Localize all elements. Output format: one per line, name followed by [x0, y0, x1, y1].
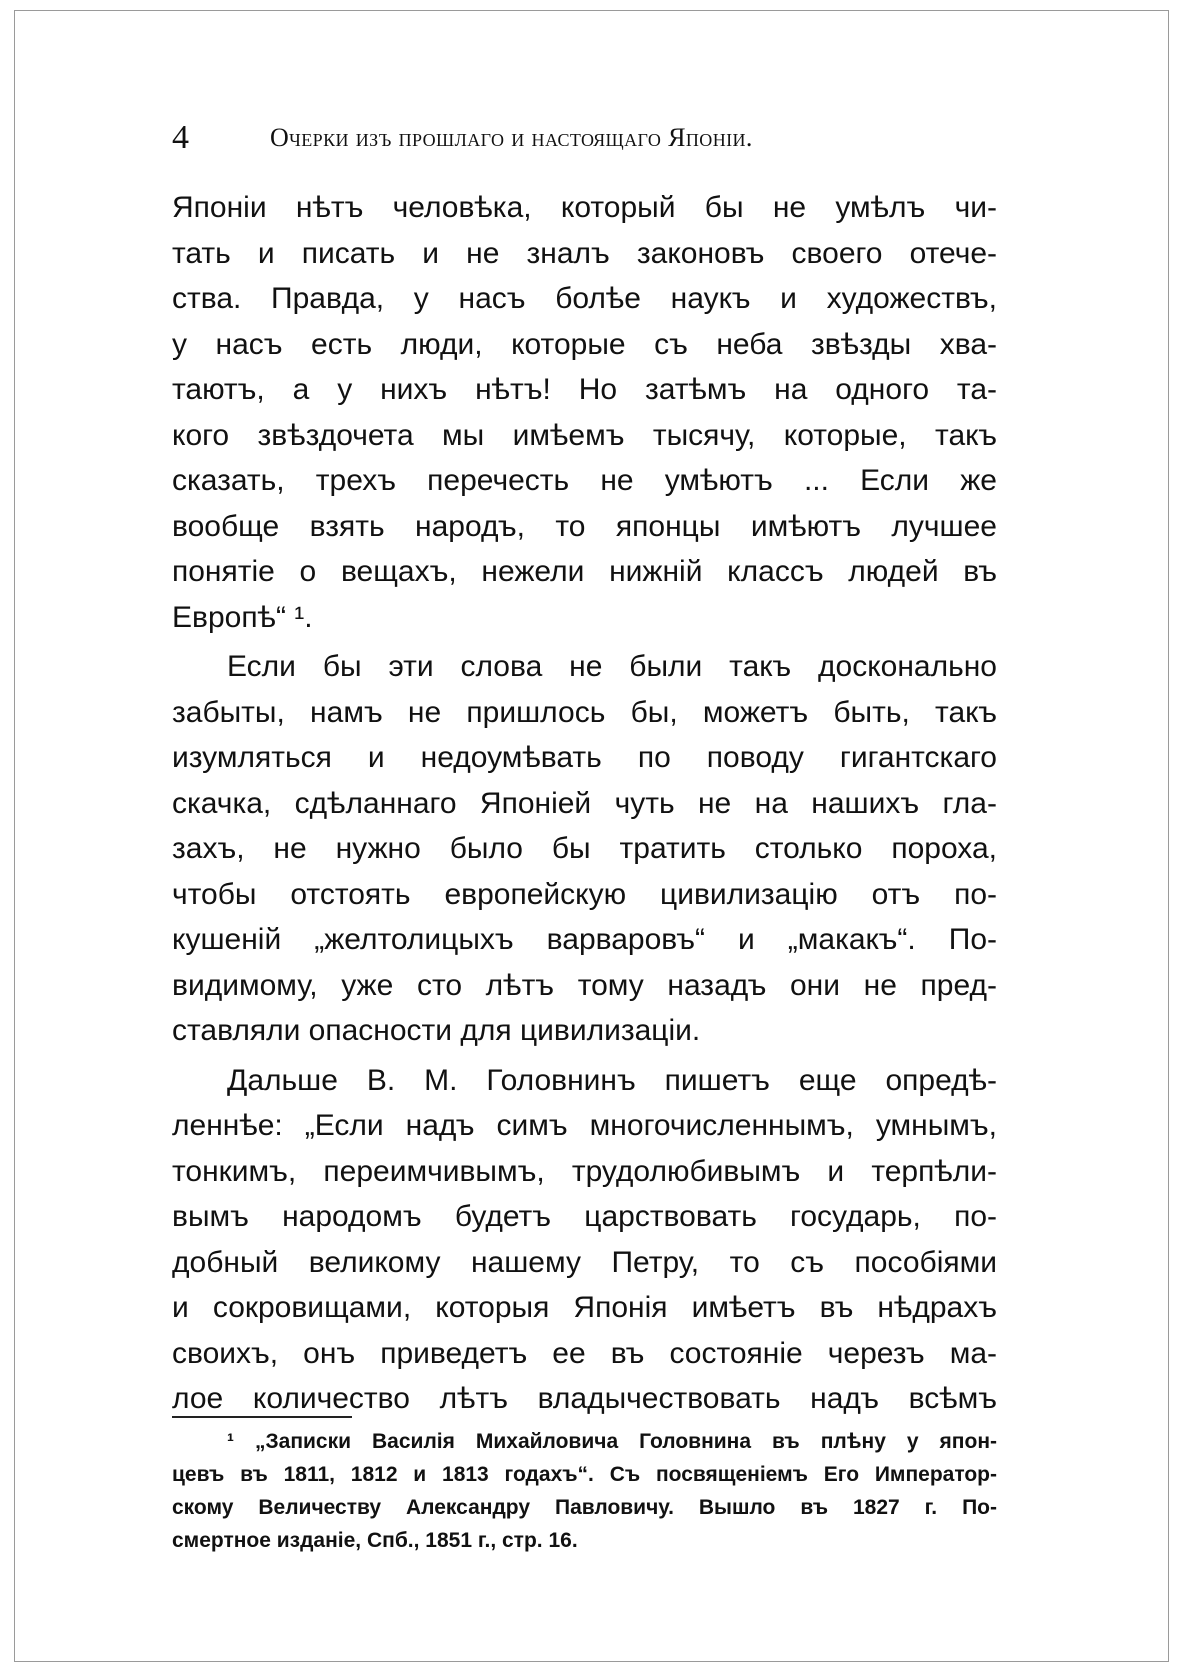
- footnote-line: скому Величеству Александру Павловичу. Вышло въ 1827 г. По-: [172, 1496, 997, 1519]
- footnote-line: ¹ „Записки Василія Михайловича Головнина въ плѣну у япон-: [227, 1430, 997, 1453]
- text-line: и сокровищами, которыя Японія имѣетъ въ нѣдрахъ: [172, 1291, 997, 1324]
- text-line: вообще взять народъ, то японцы имѣютъ лучшее: [172, 509, 997, 543]
- text-line: понятіе о вещахъ, нежели нижній классъ людей въ: [172, 555, 997, 588]
- text-line: тать и писать и не зналъ законовъ своего отече-: [172, 236, 997, 270]
- text-line: изумляться и недоумѣвать по поводу гигантскаго: [172, 741, 997, 774]
- footnote: [172, 1425, 997, 1557]
- text-line: вымъ народомъ будетъ царствовать государь, по-: [172, 1200, 997, 1233]
- page-number: 4: [172, 119, 189, 156]
- text-line: Если бы эти слова не были такъ досконально: [227, 650, 997, 683]
- footnote-line: цевъ въ 1811, 1812 и 1813 годахъ“. Съ посвященіемъ Его Император-: [172, 1463, 997, 1486]
- text-line: Европѣ“ ¹.: [172, 600, 313, 634]
- text-line: захъ, не нужно было бы тратить столько пороха,: [172, 832, 997, 865]
- text-line: леннѣе: „Если надъ симъ многочисленнымъ, умнымъ,: [172, 1109, 997, 1142]
- text-line: Дальше В. М. Головнинъ пишетъ еще опредѣ-: [227, 1063, 997, 1097]
- running-header: [172, 113, 997, 163]
- text-line: добный великому нашему Петру, то съ пособіями: [172, 1245, 997, 1279]
- text-line: чтобы отстоять европейскую цивилизацію отъ по-: [172, 877, 997, 911]
- text-line: тонкимъ, переимчивымъ, трудолюбивымъ и терпѣли-: [172, 1154, 997, 1188]
- text-line: скачка, сдѣланнаго Японіей чуть не на нашихъ гла-: [172, 786, 997, 820]
- text-line: видимому, уже сто лѣтъ тому назадъ они не пред-: [172, 968, 997, 1002]
- text-line: ства. Правда, у насъ болѣе наукъ и художествъ,: [172, 282, 997, 315]
- text-line: своихъ, онъ приведетъ ее въ состояніе черезъ ма-: [172, 1336, 997, 1370]
- running-title: Очерки изъ прошлаго и настоящаго Японіи.: [270, 123, 753, 152]
- text-line: сказать, трехъ перечесть не умѣютъ ... Если же: [172, 464, 997, 497]
- text-line: кушеній „желтолицыхъ варваровъ“ и „макакъ“. По-: [172, 923, 997, 956]
- text-line: у насъ есть люди, которые съ неба звѣзды хва-: [172, 327, 997, 361]
- text-line: ставляли опасности для цивилизаціи.: [172, 1014, 701, 1047]
- text-line: кого звѣздочета мы имѣемъ тысячу, которые, такъ: [172, 418, 997, 452]
- footnote-line: смертное изданіе, Спб., 1851 г., стр. 16.: [172, 1529, 578, 1552]
- text-line: лое количество лѣтъ владычествовать надъ всѣмъ: [172, 1382, 997, 1415]
- body-text: [172, 185, 997, 1422]
- text-line: забыты, намъ не пришлось бы, можетъ быть, такъ: [172, 695, 997, 729]
- text-line: таютъ, а у нихъ нѣтъ! Но затѣмъ на одного та-: [172, 373, 997, 406]
- footnote-separator: [172, 1416, 352, 1418]
- text-line: Японіи нѣтъ человѣка, который бы не умѣлъ чи-: [172, 191, 997, 224]
